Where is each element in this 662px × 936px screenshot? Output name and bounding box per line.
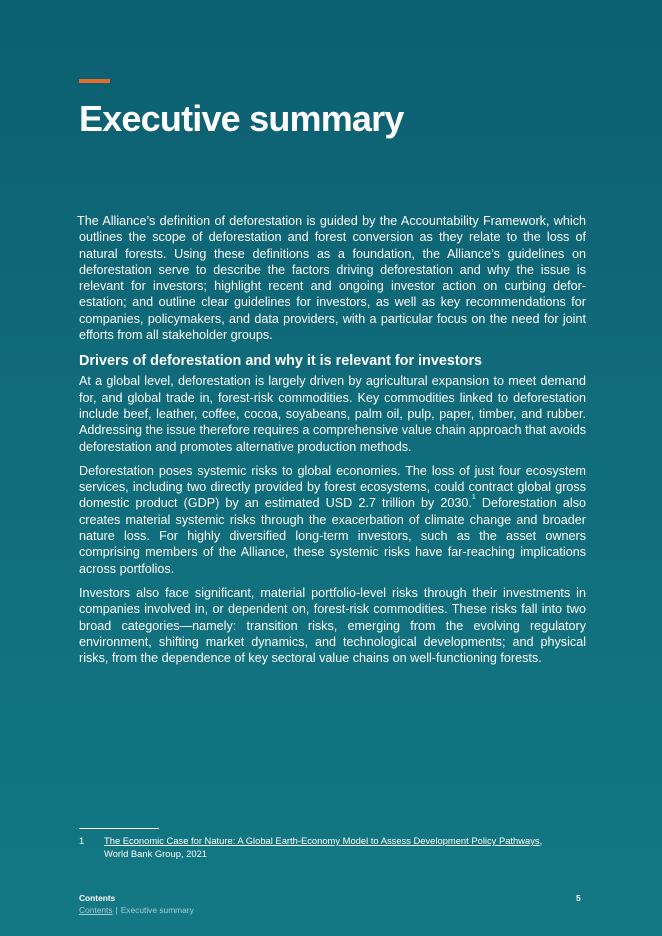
footnote-number: 1 <box>79 835 85 846</box>
breadcrumb-separator: | <box>115 905 118 915</box>
breadcrumb-contents-link[interactable]: Contents <box>79 905 113 915</box>
section-paragraph-1: At a global level, deforestation is largely driven by agricultural expansion to meet demand for, and global trade in, forest-risk commodities. Key commodities linked to deforestation include beef, leather, coffee, cocoa, soyabeans, palm oil, pulp, paper, timber, and rubber. Addressing the issue therefore requires a comprehensive value chain approach that avoids deforestation and promotes alternative production methods. <box>79 374 586 454</box>
footnote-text <box>104 835 589 860</box>
footnote <box>79 835 589 860</box>
footnote-reference[interactable]: 1 <box>471 494 476 502</box>
footnote-source-link[interactable]: The Economic Case for Nature: A Global Earth-Economy Model to Assess Development Policy Pathways <box>104 835 540 846</box>
title-accent-bar <box>79 79 110 83</box>
footnote-source: World Bank Group, 2021 <box>104 847 208 859</box>
section-paragraph-2 <box>79 463 586 577</box>
section-paragraph-3: Investors also face significant, material portfolio-level risks through their investments in companies involved in, or dependent on, forest-risk commodities. These risks fall into two broad categories—namely: transition risks, emerging from the evolving regulatory environment, shifting market dynamics, and technological developments; and physical risks, from the dependence of key sectoral value chains on well-functioning forests. <box>79 585 586 666</box>
intro-paragraph: The Alliance’s definition of deforestation is guided by the Accountability Framework, which outlines the scope of deforestation and forest conversion as they relate to the loss of natural forests. Using these definitions as a foundation, the Alliance’s guidelines on deforestation serve to describe the factors driving deforestation and why the issue is relevant for investors; highlight recent and ongoing investor action on curbing deforestation; and outline clear guidelines for investors, as well as key recommendations for companies, policymakers, and data providers, with a particular focus on the need for joint efforts from all stakeholder groups. <box>77 214 586 343</box>
paragraph-2-text-start: Deforestation poses systemic risks to global economies. The loss of just four ecosystem services, including two directly provided by forest ecosystems, could contract global gross domestic product (GDP) by an estimated USD 2.7 trillion by 2030. <box>79 463 586 511</box>
footnote-divider <box>79 828 159 829</box>
breadcrumb-current: Executive summary <box>120 905 194 915</box>
body-text <box>79 213 586 674</box>
paragraph-2-text-end: Deforestation also creates material systemic risks through the exacerbation of climate change and broader nature loss. For highly diversified long-term investors, such as the asset owners comprising members of the Alliance, these systemic risks have far-reaching implications across portfolios. <box>79 496 587 576</box>
page-footer <box>79 892 194 916</box>
footer-section-label: Contents <box>79 893 116 903</box>
footnote-punctuation: , <box>539 835 543 846</box>
page-title: Executive summary <box>79 98 404 139</box>
section-heading: Drivers of deforestation and why it is relevant for investors <box>79 353 483 370</box>
breadcrumb <box>79 905 194 915</box>
page-number: 5 <box>576 893 581 903</box>
